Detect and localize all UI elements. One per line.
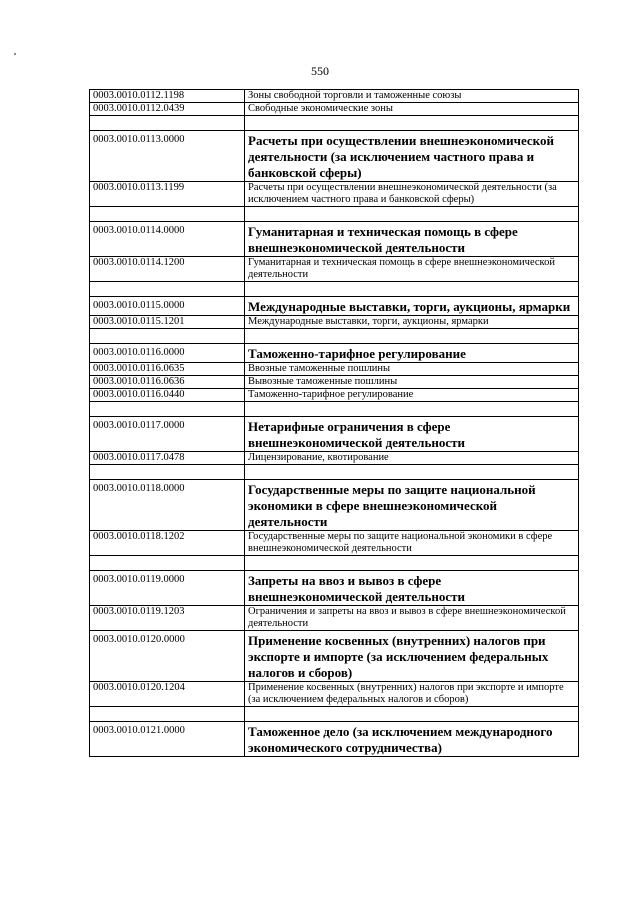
code-cell: 0003.0010.0120.1204 xyxy=(90,682,245,707)
section-title-cell: Нетарифные ограничения в сфере внешнеэкономической деятельности xyxy=(245,417,579,452)
table-row xyxy=(90,606,579,631)
code-cell: 0003.0010.0116.0635 xyxy=(90,363,245,376)
code-cell xyxy=(90,282,245,297)
code-cell: 0003.0010.0112.0439 xyxy=(90,103,245,116)
code-cell xyxy=(90,556,245,571)
section-heading-row xyxy=(90,722,579,757)
name-cell: Ввозные таможенные пошлины xyxy=(245,363,579,376)
section-title-cell: Международные выставки, торги, аукционы, ярмарки xyxy=(245,297,579,316)
name-cell xyxy=(245,402,579,417)
section-title-cell: Государственные меры по защите национальной экономики в сфере внешнеэкономической деятельности xyxy=(245,480,579,531)
name-cell: Расчеты при осуществлении внешнеэкономической деятельности (за исключением частного права и банковской сферы) xyxy=(245,182,579,207)
name-cell xyxy=(245,465,579,480)
name-cell: Международные выставки, торги, аукционы, ярмарки xyxy=(245,316,579,329)
table-row xyxy=(90,182,579,207)
table-row xyxy=(90,389,579,402)
name-cell xyxy=(245,116,579,131)
name-cell xyxy=(245,707,579,722)
code-cell: 0003.0010.0119.0000 xyxy=(90,571,245,606)
section-heading-row xyxy=(90,222,579,257)
name-cell: Применение косвенных (внутренних) налогов при экспорте и импорте (за исключением федеральных налогов и сборов) xyxy=(245,682,579,707)
table-row xyxy=(90,452,579,465)
section-title-cell: Таможенно-тарифное регулирование xyxy=(245,344,579,363)
table-row xyxy=(90,316,579,329)
name-cell: Зоны свободной торговли и таможенные союзы xyxy=(245,90,579,103)
classifier-table-body xyxy=(90,90,579,757)
scan-speck xyxy=(14,53,16,55)
blank-row xyxy=(90,116,579,131)
table-row xyxy=(90,90,579,103)
code-cell: 0003.0010.0119.1203 xyxy=(90,606,245,631)
blank-row xyxy=(90,402,579,417)
code-cell: 0003.0010.0116.0000 xyxy=(90,344,245,363)
section-title-cell: Расчеты при осуществлении внешнеэкономической деятельности (за исключением частного права и банковской сферы) xyxy=(245,131,579,182)
section-heading-row xyxy=(90,571,579,606)
name-cell: Свободные экономические зоны xyxy=(245,103,579,116)
section-title-cell: Применение косвенных (внутренних) налогов при экспорте и импорте (за исключением федеральных налогов и сборов) xyxy=(245,631,579,682)
code-cell: 0003.0010.0121.0000 xyxy=(90,722,245,757)
code-cell: 0003.0010.0112.1198 xyxy=(90,90,245,103)
section-title-cell: Запреты на ввоз и вывоз в сфере внешнеэкономической деятельности xyxy=(245,571,579,606)
code-cell xyxy=(90,402,245,417)
section-heading-row xyxy=(90,297,579,316)
section-title-cell: Таможенное дело (за исключением международного экономического сотрудничества) xyxy=(245,722,579,757)
name-cell xyxy=(245,329,579,344)
code-cell: 0003.0010.0115.1201 xyxy=(90,316,245,329)
code-cell: 0003.0010.0113.0000 xyxy=(90,131,245,182)
table-row xyxy=(90,257,579,282)
blank-row xyxy=(90,329,579,344)
code-cell: 0003.0010.0114.0000 xyxy=(90,222,245,257)
code-cell: 0003.0010.0116.0636 xyxy=(90,376,245,389)
code-cell: 0003.0010.0115.0000 xyxy=(90,297,245,316)
blank-row xyxy=(90,207,579,222)
code-cell: 0003.0010.0117.0000 xyxy=(90,417,245,452)
code-cell: 0003.0010.0120.0000 xyxy=(90,631,245,682)
name-cell xyxy=(245,207,579,222)
code-cell xyxy=(90,207,245,222)
name-cell xyxy=(245,556,579,571)
section-heading-row xyxy=(90,480,579,531)
blank-row xyxy=(90,282,579,297)
code-cell xyxy=(90,329,245,344)
section-heading-row xyxy=(90,131,579,182)
section-heading-row xyxy=(90,631,579,682)
section-heading-row xyxy=(90,344,579,363)
code-cell: 0003.0010.0118.0000 xyxy=(90,480,245,531)
table-row xyxy=(90,531,579,556)
blank-row xyxy=(90,465,579,480)
code-cell xyxy=(90,116,245,131)
classifier-table xyxy=(89,89,579,757)
table-row xyxy=(90,103,579,116)
code-cell: 0003.0010.0117.0478 xyxy=(90,452,245,465)
code-cell xyxy=(90,465,245,480)
name-cell: Таможенно-тарифное регулирование xyxy=(245,389,579,402)
blank-row xyxy=(90,707,579,722)
page-number: 550 xyxy=(311,64,329,78)
name-cell: Лицензирование, квотирование xyxy=(245,452,579,465)
name-cell: Вывозные таможенные пошлины xyxy=(245,376,579,389)
code-cell xyxy=(90,707,245,722)
name-cell: Ограничения и запреты на ввоз и вывоз в сфере внешнеэкономической деятельности xyxy=(245,606,579,631)
section-heading-row xyxy=(90,417,579,452)
code-cell: 0003.0010.0113.1199 xyxy=(90,182,245,207)
code-cell: 0003.0010.0116.0440 xyxy=(90,389,245,402)
table-row xyxy=(90,363,579,376)
table-row xyxy=(90,682,579,707)
section-title-cell: Гуманитарная и техническая помощь в сфере внешнеэкономической деятельности xyxy=(245,222,579,257)
name-cell: Государственные меры по защите национальной экономики в сфере внешнеэкономической деятельности xyxy=(245,531,579,556)
name-cell xyxy=(245,282,579,297)
table-row xyxy=(90,376,579,389)
code-cell: 0003.0010.0114.1200 xyxy=(90,257,245,282)
code-cell: 0003.0010.0118.1202 xyxy=(90,531,245,556)
name-cell: Гуманитарная и техническая помощь в сфере внешнеэкономической деятельности xyxy=(245,257,579,282)
blank-row xyxy=(90,556,579,571)
